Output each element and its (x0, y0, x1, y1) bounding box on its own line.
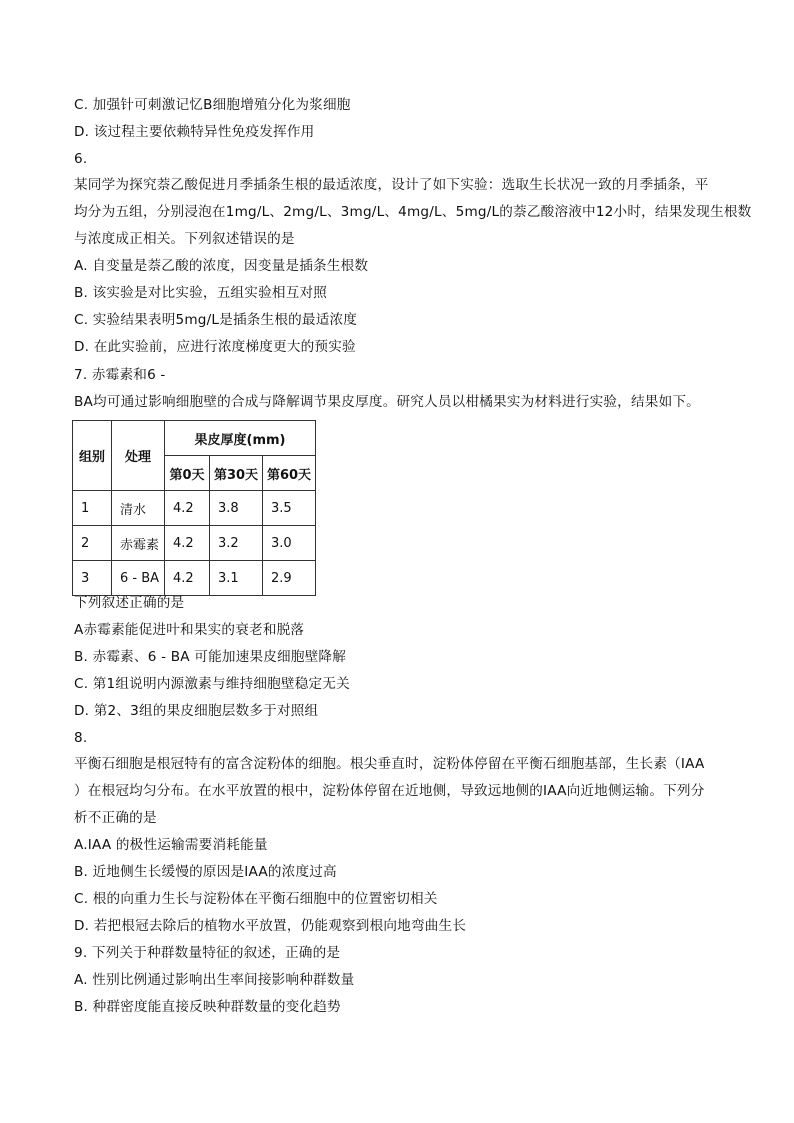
option-b: B. 赤霉素、6 - BA 可能加速果皮细胞壁降解 (74, 649, 347, 665)
text-line: 某同学为探究萘乙酸促进月季插条生根的最适浓度，设计了如下实验：选取生长状况一致的月季插条，平 (74, 177, 709, 193)
text-line: D. 该过程主要依赖特异性免疫发挥作用 (74, 124, 315, 140)
table-row (73, 526, 316, 561)
cell-value: 3.2 (210, 526, 263, 561)
text-line: ）在根冠均匀分布。在水平放置的根中，淀粉体停留在近地侧，导致远地侧的IAA向近地侧运输。下列分 (74, 783, 705, 799)
cell-group: 1 (73, 491, 112, 526)
header-group: 组别 (73, 421, 112, 491)
option-d: D. 第2、3组的果皮细胞层数多于对照组 (74, 703, 319, 719)
cell-value: 3.0 (263, 526, 316, 561)
option-a: A. 自变量是萘乙酸的浓度，因变量是插条生根数 (74, 258, 369, 274)
option-b: B. 种群密度能直接反映种群数量的变化趋势 (74, 999, 341, 1015)
header-day: 第30天 (210, 456, 263, 491)
cell-treatment: 清水 (112, 491, 165, 526)
results-table (72, 420, 316, 596)
table-row (73, 561, 316, 596)
cell-value: 3.8 (210, 491, 263, 526)
cell-value: 4.2 (165, 526, 210, 561)
cell-value: 3.1 (210, 561, 263, 596)
cell-treatment: 赤霉素 (112, 526, 165, 561)
text-line: C. 加强针可刺激记忆B细胞增殖分化为浆细胞 (74, 97, 351, 113)
option-a: A赤霉素能促进叶和果实的衰老和脱落 (74, 622, 305, 638)
question-number: 9. 下列关于种群数量特征的叙述，正确的是 (74, 945, 341, 961)
cell-group: 2 (73, 526, 112, 561)
text-line: 平衡石细胞是根冠特有的富含淀粉体的细胞。根尖垂直时，淀粉体停留在平衡石细胞基部，生长素（IAA (74, 756, 705, 772)
option-c: C. 根的向重力生长与淀粉体在平衡石细胞中的位置密切相关 (74, 891, 438, 907)
header-day: 第0天 (165, 456, 210, 491)
cell-value: 4.2 (165, 561, 210, 596)
question-number: 8. (74, 730, 88, 746)
question-number: 6. (74, 151, 88, 167)
cell-treatment: 6 - BA (112, 561, 165, 596)
question-number: 7. 赤霉素和6 - (74, 367, 166, 383)
option-d: D. 若把根冠去除后的植物水平放置，仍能观察到根向地弯曲生长 (74, 918, 467, 934)
option-c: C. 第1组说明内源激素与维持细胞壁稳定无关 (74, 676, 350, 692)
text-line: 与浓度成正相关。下列叙述错误的是 (74, 231, 295, 247)
cell-group: 3 (73, 561, 112, 596)
header-day: 第60天 (263, 456, 316, 491)
option-b: B. 近地侧生长缓慢的原因是IAA的浓度过高 (74, 864, 337, 880)
header-treatment: 处理 (112, 421, 165, 491)
option-b: B. 该实验是对比实验，五组实验相互对照 (74, 285, 328, 301)
table-row (73, 491, 316, 526)
option-d: D. 在此实验前，应进行浓度梯度更大的预实验 (74, 339, 356, 355)
text-line: 下列叙述正确的是 (74, 595, 185, 611)
option-a: A.IAA 的极性运输需要消耗能量 (74, 837, 268, 853)
option-c: C. 实验结果表明5mg/L是插条生根的最适浓度 (74, 312, 358, 328)
cell-value: 4.2 (165, 491, 210, 526)
header-thickness: 果皮厚度(mm) (165, 421, 316, 456)
cell-value: 2.9 (263, 561, 316, 596)
option-a: A. 性别比例通过影响出生率间接影响种群数量 (74, 972, 355, 988)
text-line: 均分为五组，分别浸泡在1mg/L、2mg/L、3mg/L、4mg/L、5mg/L的萘乙酸溶液中12小时，结果发现生根数 (74, 204, 752, 220)
cell-value: 3.5 (263, 491, 316, 526)
text-line: BA均可通过影响细胞壁的合成与降解调节果皮厚度。研究人员以柑橘果实为材料进行实验，结果如下。 (74, 394, 700, 410)
text-line: 析不正确的是 (74, 810, 157, 826)
